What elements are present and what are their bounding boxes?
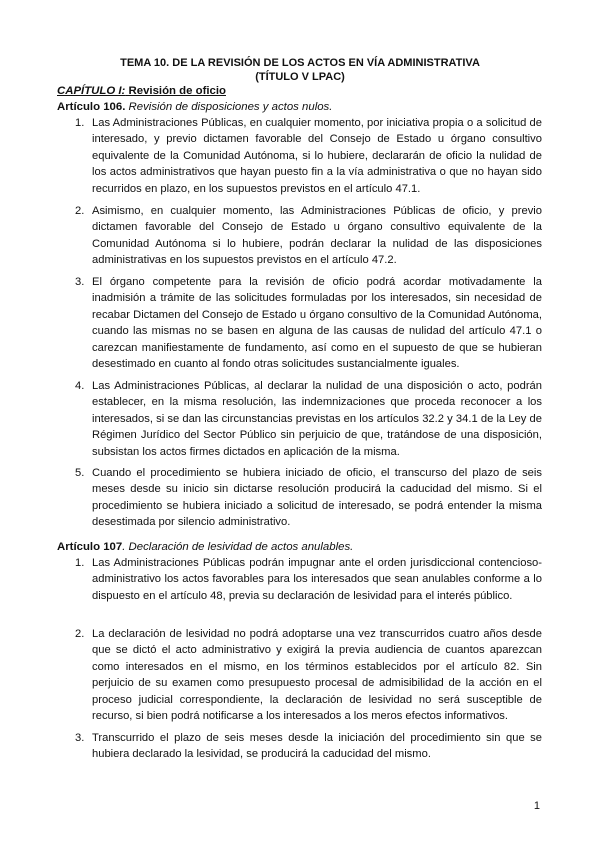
item-text: Cuando el procedimiento se hubiera iniciado de oficio, el transcurso del plazo de seis meses desde su inicio sin dictarse resolución producirá la caducidad del mismo. Si el procedimiento se hubiera iniciado a solicitud de interesado, se podrá entender la misma desestimada por silencio administrativo. [92, 467, 542, 529]
title-line-1: TEMA 10. DE LA REVISIÓN DE LOS ACTOS EN VÍA ADMINISTRATIVA [120, 57, 480, 69]
list-item [0, 115, 542, 197]
article-106-description: Revisión de disposiciones y actos nulos. [125, 101, 333, 113]
list-item [0, 626, 542, 724]
list-item [0, 274, 542, 372]
list-item [0, 555, 542, 604]
item-number: 1. [75, 117, 85, 129]
chapter-heading [57, 84, 226, 98]
item-text: Asimismo, en cualquier momento, las Administraciones Públicas de oficio, y previo dictamen favorable del Consejo de Estado u órgano consultivo equivalente de la Comunidad Autónoma si lo hubiere, podrán declarar la nulidad de las disposiciones administrativas en los supuestos previstos en el artículo 47.2. [92, 205, 542, 267]
list-item [0, 203, 542, 269]
title-line-2: (TÍTULO V LPAC) [255, 71, 345, 83]
item-number: 2. [75, 628, 85, 640]
item-number: 3. [75, 732, 85, 744]
article-107-description: . Declaración de lesividad de actos anulables. [122, 541, 354, 553]
item-text: Transcurrido el plazo de seis meses desde la iniciación del procedimiento sin que se hubiera declarado la lesividad, se producirá la caducidad del mismo. [92, 732, 542, 761]
item-text: Las Administraciones Públicas, en cualquier momento, por iniciativa propia o a solicitud de interesado, y previo dictamen favorable del Consejo de Estado u órgano consultivo equivalente de la Comunidad Autónoma, si lo hubiere, declararán de oficio la nulidad de los actos administrativos que hayan puesto fin a la vía administrativa o que no hayan sido recurridos en plazo, en los supuestos previstos en el artículo 47.1. [92, 117, 542, 195]
article-107-heading [57, 540, 353, 554]
item-text: La declaración de lesividad no podrá adoptarse una vez transcurridos cuatro años desde que se dictó el acto administrativo y exigirá la previa audiencia de cuantos aparezcan como interesados en el mismo, en los términos establecidos por el artículo 82. Sin perjuicio de su examen como presupuesto procesal de admisibilidad de la acción en el proceso judicial correspondiente, la declaración de lesividad no será susceptible de recurso, si bien podrá notificarse a los interesados a los meros efectos informativos. [92, 628, 542, 723]
item-number: 1. [75, 557, 85, 569]
list-item [0, 378, 542, 460]
article-107-number: Artículo 107 [57, 541, 123, 553]
item-text: El órgano competente para la revisión de oficio podrá acordar motivadamente la inadmisión a trámite de las solicitudes formuladas por los interesados, sin necesidad de recabar Dictamen del Consejo de Estado u órgano consultivo de la Comunidad Autónoma, cuando las mismas no se basen en alguna de las causas de nulidad del artículo 47.1 o carezcan manifiestamente de fundamento, así como en el supuesto de que se hubieran desestimado en cuanto al fondo otras solicitudes sustancialmente iguales. [92, 276, 542, 371]
item-number: 3. [75, 276, 85, 288]
article-106-heading [57, 100, 332, 114]
document-title [0, 56, 600, 84]
list-item [0, 730, 542, 763]
item-number: 5. [75, 467, 85, 479]
item-number: 4. [75, 380, 85, 392]
page-number: 1 [533, 800, 540, 812]
list-item [0, 465, 542, 531]
chapter-name: Revisión de oficio [125, 85, 226, 97]
item-text: Las Administraciones Públicas podrán impugnar ante el orden jurisdiccional contencioso-administrativo los actos favorables para los interesados que sean anulables conforme a lo dispuesto en el artículo 48, previa su declaración de lesividad para el interés público. [92, 557, 542, 602]
article-106-number: Artículo 106. [57, 101, 126, 113]
item-text: Las Administraciones Públicas, al declarar la nulidad de una disposición o acto, podrán establecer, en la misma resolución, las indemnizaciones que proceda reconocer a los interesados, si se dan las circunstancias previstas en los artículos 32.2 y 34.1 de la Ley de Régimen Jurídico del Sector Público sin perjuicio de que, tratándose de una disposición, subsistan los actos firmes dictados en aplicación de la misma. [92, 380, 542, 458]
item-number: 2. [75, 205, 85, 217]
chapter-label: CAPÍTULO I: [57, 85, 126, 97]
